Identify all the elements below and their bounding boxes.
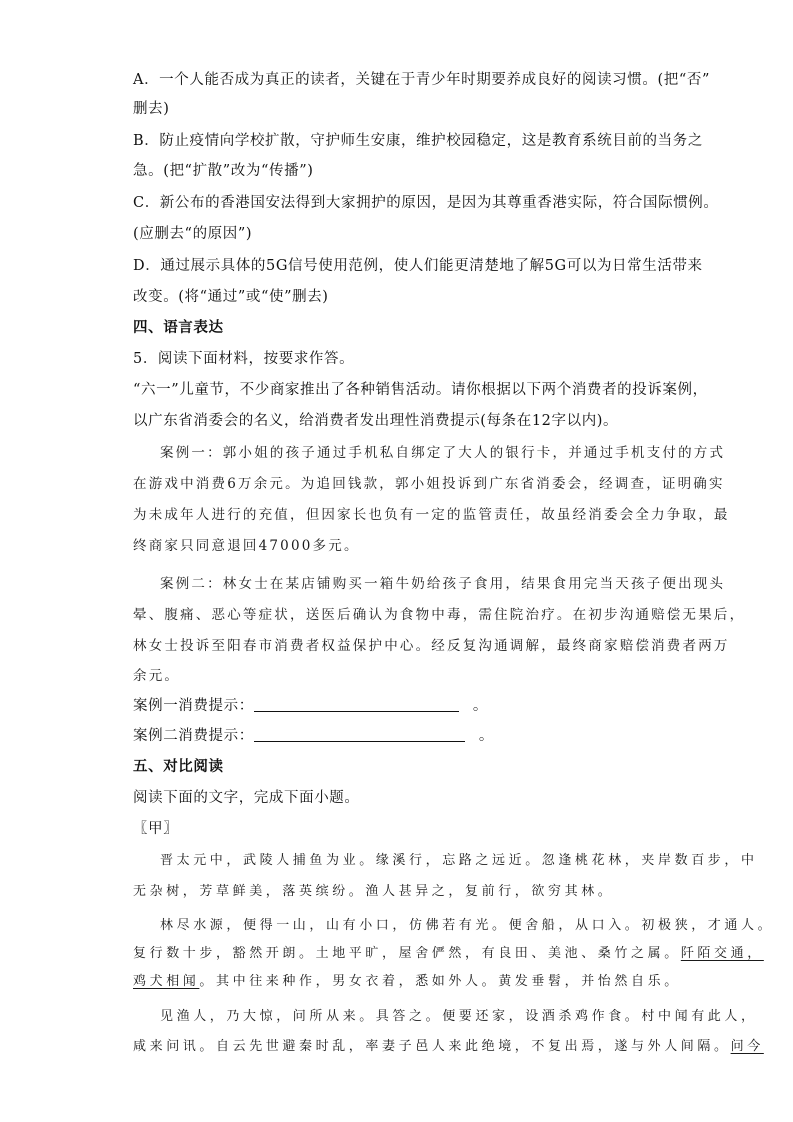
passage-p4-underlined: 问今: [730, 1039, 764, 1054]
passage-p2-text: 复行数十步，豁然开朗。土地平旷，屋舍俨然，有良田、美池、桑竹之属。: [133, 946, 681, 961]
option-a-line2: 删去): [133, 101, 170, 117]
option-c-line1: C．新公布的香港国安法得到大家拥护的原因，是因为其尊重香港实际，符合国际惯例。: [133, 195, 719, 211]
passage-p4-line2: [133, 1035, 764, 1054]
case1-line2: 在游戏中消费6万余元。为追回钱款，郭小姐投诉到广东省消委会，经调查，证明确实: [133, 476, 725, 492]
case2-line4: 余元。: [133, 668, 181, 684]
intro-line2: 以广东省消委会的名义，给消费者发出理性消费提示(每条在12字以内)。: [133, 413, 619, 429]
passage-p3-line: [133, 970, 681, 989]
option-a-line1: A．一个人能否成为真正的读者，关键在于青少年时期要养成良好的阅读习惯。(把“否”: [133, 72, 710, 88]
case2-line2: 晕、腹痛、恶心等症状，送医后确认为食物中毒，需住院治疗。在初步沟通赔偿无果后，: [133, 607, 746, 623]
option-c-line2: (应删去“的原因”): [133, 226, 253, 242]
passage-p2-line1: 林尽水源，便得一山，山有小口，仿佛若有光。便舍船，从口入。初极狭，才通人。: [160, 918, 775, 933]
answer1-blank[interactable]: [254, 697, 459, 712]
section5-instruction: 阅读下面的文字，完成下面小题。: [133, 790, 360, 806]
answer1-label: 案例一消费提示：: [133, 698, 254, 714]
passage-p1-line1: 晋太元中，武陵人捕鱼为业。缘溪行，忘路之远近。忽逢桃花林，夹岸数百步，中: [160, 853, 758, 868]
option-b-line1: B．防止疫情向学校扩散，守护师生安康，维护校园稳定，这是教育系统目前的当务之: [133, 133, 703, 149]
answer2-row: [133, 724, 494, 745]
case2-line1: 案例二：林女士在某店铺购买一箱牛奶给孩子食用，结果食用完当天孩子便出现头: [160, 576, 726, 592]
intro-line1: “六一”儿童节，不少商家推出了各种销售活动。请你根据以下两个消费者的投诉案例，: [133, 382, 708, 398]
passage-p3-text: 。其中往来种作，男女衣着，悉如外人。黄发垂髫，并怡然自乐。: [199, 974, 681, 989]
option-b-line2: 急。(把“扩散”改为“传播”): [133, 163, 314, 179]
passage-p2-line2: [133, 942, 764, 961]
section5-heading: 五、对比阅读: [133, 759, 224, 775]
jia-label: 〖甲〗: [133, 821, 179, 837]
passage-p4-line1: 见渔人，乃大惊，问所从来。具答之。便要还家，设酒杀鸡作食。村中闻有此人，: [160, 1009, 758, 1024]
answer1-row: [133, 694, 488, 715]
case1-line1: 案例一：郭小姐的孩子通过手机私自绑定了大人的银行卡，并通过手机支付的方式: [160, 445, 726, 461]
passage-p4-text: 咸来问讯。自云先世避秦时乱，率妻子邑人来此绝境，不复出焉，遂与外人间隔。: [133, 1039, 731, 1054]
question-5: 5．阅读下面材料，按要求作答。: [133, 351, 355, 367]
answer1-end: 。: [472, 698, 488, 714]
passage-p3-underlined: 鸡犬相闻: [133, 974, 200, 989]
passage-p2-underlined: 阡陌交通，: [680, 946, 764, 961]
option-d-line1: D．通过展示具体的5G信号使用范例，使人们能更清楚地了解5G可以为日常生活带来: [133, 258, 703, 274]
section4-heading: 四、语言表达: [133, 320, 224, 336]
case2-line3: 林女士投诉至阳春市消费者权益保护中心。经反复沟通调解，最终商家赔偿消费者两万: [133, 638, 730, 654]
answer2-label: 案例二消费提示：: [133, 728, 254, 744]
passage-p1-line2: 无杂树，芳草鲜美，落英缤纷。渔人甚异之，复前行，欲穷其林。: [133, 884, 615, 899]
answer2-end: 。: [478, 728, 494, 744]
case1-line3: 为未成年人进行的充值，但因家长也负有一定的监管责任，故虽经消委会全力争取，最: [133, 507, 730, 523]
option-d-line2: 改变。(将“通过”或“使”删去): [133, 289, 329, 305]
case1-line4: 终商家只同意退回47000多元。: [133, 538, 360, 554]
answer2-blank[interactable]: [254, 727, 465, 742]
